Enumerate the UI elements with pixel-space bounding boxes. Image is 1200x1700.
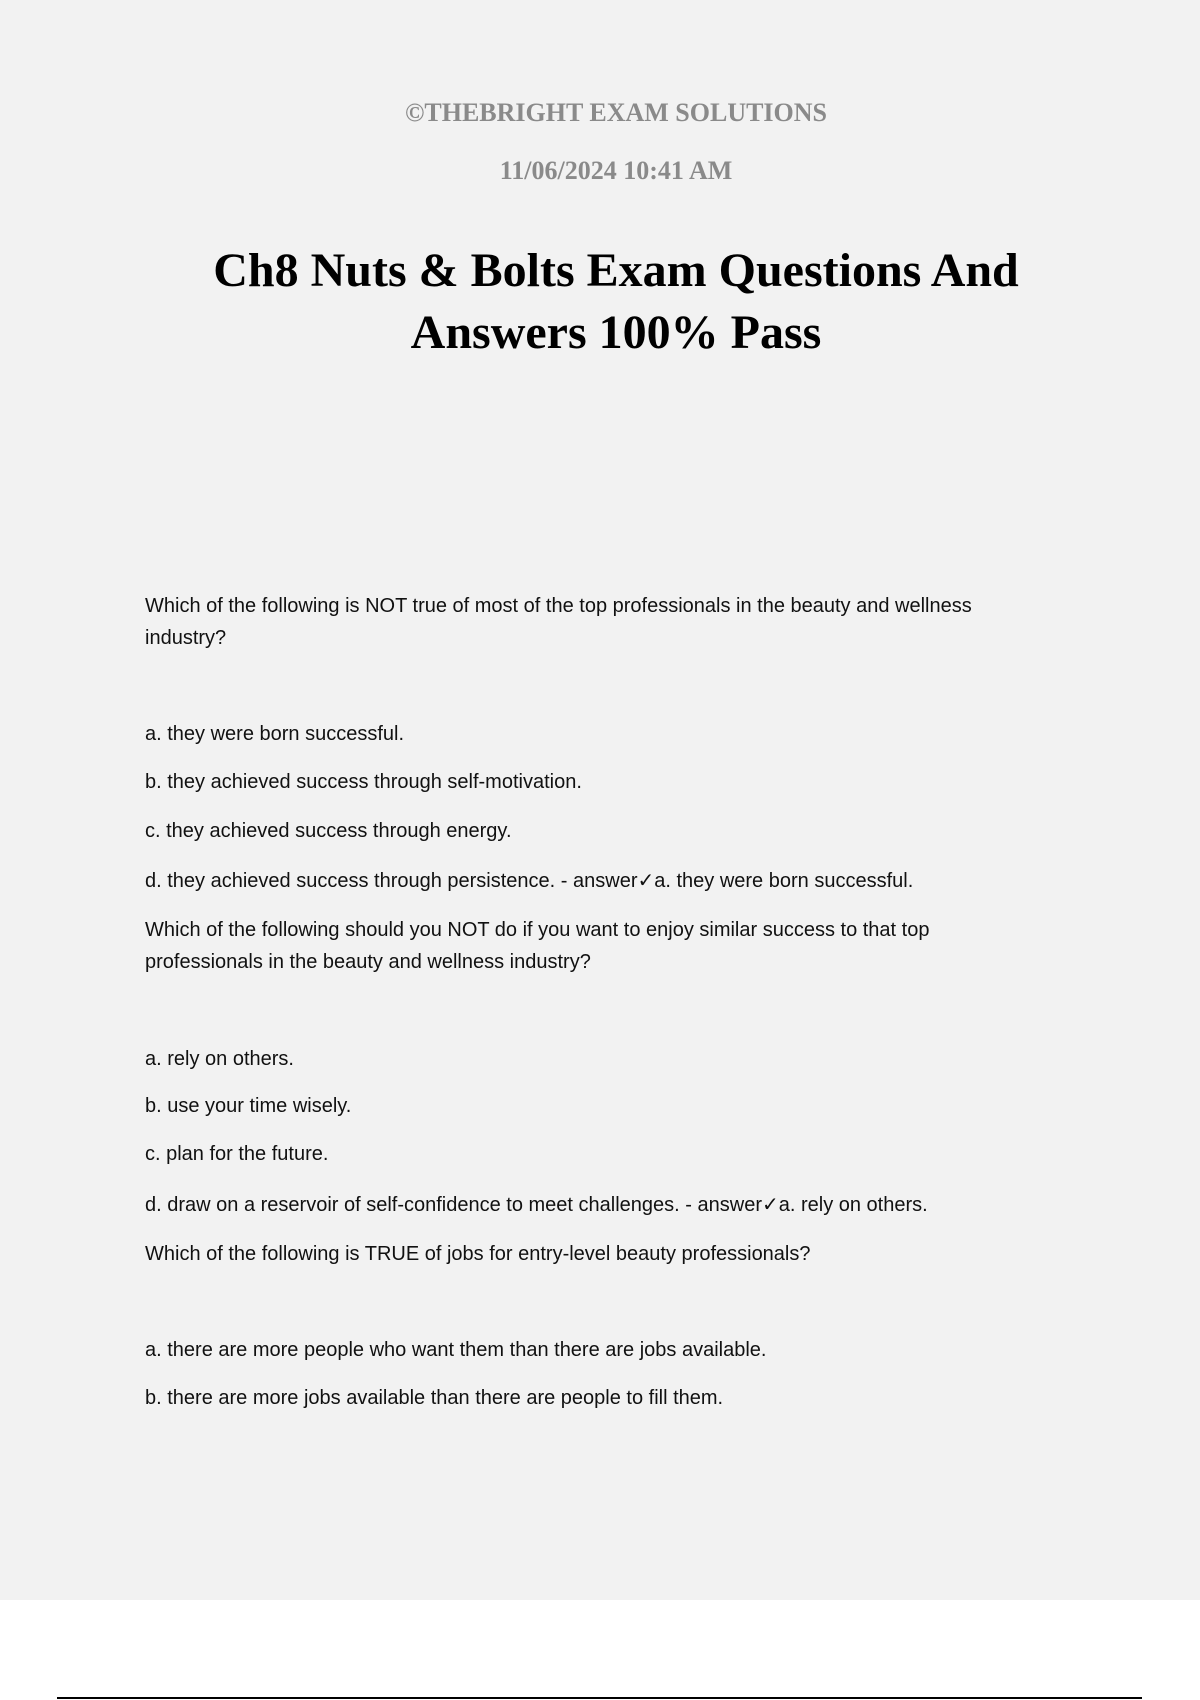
question-text-line: Which of the following should you NOT do if you want to enjoy similar success to that top xyxy=(145,919,930,941)
option-item: b. use your time wisely. xyxy=(145,1095,352,1117)
option-item: a. rely on others. xyxy=(145,1048,294,1070)
question-text-line: professionals in the beauty and wellness industry? xyxy=(145,951,591,973)
answer-item: d. they achieved success through persistence. - answer✓a. they were born successful. xyxy=(145,870,914,892)
option-item: a. they were born successful. xyxy=(145,723,405,745)
brand-header: ©THEBRIGHT EXAM SOLUTIONS xyxy=(404,98,828,127)
question-2 xyxy=(145,914,1085,978)
option-item: c. plan for the future. xyxy=(145,1143,329,1165)
document-title xyxy=(100,240,1132,364)
footer-divider xyxy=(57,1697,1142,1699)
option-item: b. there are more jobs available than there are people to fill them. xyxy=(145,1387,724,1409)
option-item: c. they achieved success through energy. xyxy=(145,820,512,842)
question-3 xyxy=(145,1238,1085,1270)
title-line-2: Answers 100% Pass xyxy=(410,306,822,359)
answer-item: d. draw on a reservoir of self-confidence to meet challenges. - answer✓a. rely on others. xyxy=(145,1194,928,1216)
question-text-line: Which of the following is TRUE of jobs for entry-level beauty professionals? xyxy=(145,1243,811,1265)
timestamp-header: 11/06/2024 10:41 AM xyxy=(499,156,733,185)
question-1 xyxy=(145,590,1085,654)
option-item: b. they achieved success through self-motivation. xyxy=(145,771,582,793)
option-item: a. there are more people who want them than there are jobs available. xyxy=(145,1339,767,1361)
question-text-line: Which of the following is NOT true of most of the top professionals in the beauty and wellness xyxy=(145,595,972,617)
question-text-line: industry? xyxy=(145,627,227,649)
title-line-1: Ch8 Nuts & Bolts Exam Questions And xyxy=(213,244,1019,297)
